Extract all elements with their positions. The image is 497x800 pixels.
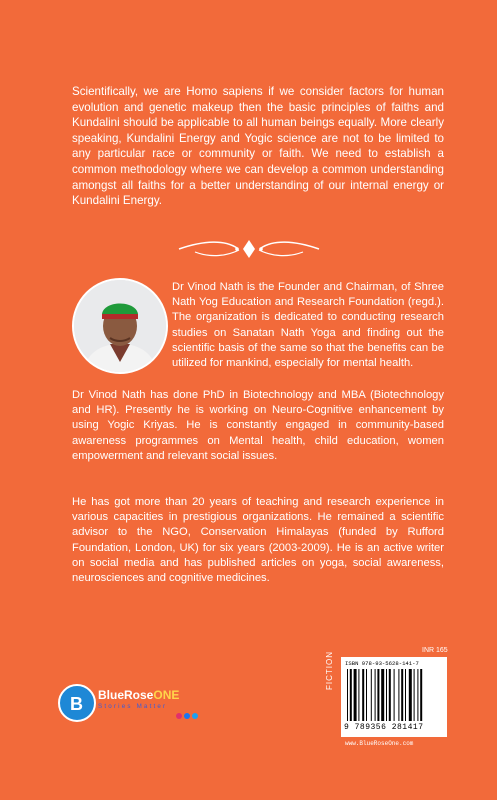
publisher-logo	[58, 684, 208, 724]
social-media-icons	[176, 712, 200, 722]
publisher-name: BlueRoseONE	[98, 688, 180, 702]
barcode-bars	[347, 669, 441, 721]
isbn-number: ISBN 978-93-5628-141-7	[345, 660, 419, 667]
isbn-barcode	[341, 657, 447, 737]
intro-paragraph: Scientifically, we are Homo sapiens if we consider factors for human evolution and genetic makeup then the basic principles of faiths and Kundalini should be applicable to all human beings equally. More clearly speaking, Kundalini Energy and Yogic science are not to be limited to any particular race or community or faith. We need to establish a common methodology where we can develop a common understanding amongst all faiths for a better understanding of our internal energy or Kundalini Energy.	[72, 85, 444, 208]
barcode-digits: 9 789356 281417	[344, 723, 424, 732]
author-photo	[72, 278, 168, 374]
publisher-logo-icon	[58, 684, 96, 722]
author-bio-paragraph-1: Dr Vinod Nath is the Founder and Chairman, of Shree Nath Yog Education and Research Foundation (regd.). The organization is dedicated to conducting research studies on Sanatan Nath Yoga and finding out the scientific basis of the same so that the benefits can be utilized for mankind, especially for mental health.	[172, 281, 444, 370]
author-bio-paragraph-2: Dr Vinod Nath has done PhD in Biotechnology and MBA (Biotechnology and HR). Presently he is working on Neuro-Cognitive enhancement by using Yogic Kriyas. He is constantly engaged in community-based awareness programmes on Mental health, child education, women empowerment and relevant social issues.	[72, 389, 444, 462]
publisher-website: www.BlueRoseOne.com	[345, 740, 414, 747]
svg-text:B: B	[70, 694, 83, 714]
genre-label: FICTION	[325, 651, 334, 690]
ornament-divider-icon	[175, 236, 323, 262]
price-label: INR 165	[422, 647, 448, 654]
author-bio-paragraph-3: He has got more than 20 years of teaching and research experience in various capacities in prestigious organizations. He remained a scientific advisor to the NGO, Conservation Himalayas (funded by Rufford Foundation, London, UK) for six years (2003-2009). He is an active writer on social media and has published articles on yoga, social awareness, neurosciences and cognitive medicines.	[72, 496, 444, 585]
publisher-tagline: Stories Matter	[98, 703, 168, 710]
